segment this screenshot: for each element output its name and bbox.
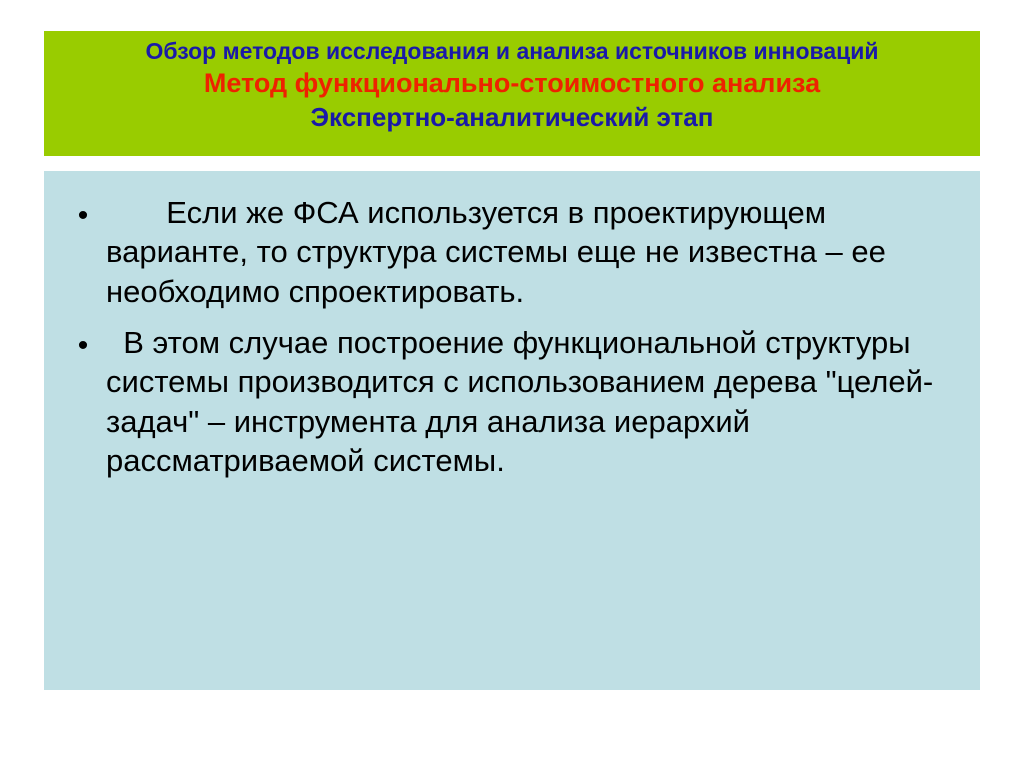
bullet-text: Если же ФСА используется в проектирующем варианте, то структура системы еще не известна – ее необходимо спроектировать.: [106, 195, 895, 309]
list-item: [60, 193, 950, 311]
list-item: [60, 323, 950, 480]
bullet-text: В этом случае построение функциональной структуры системы производится с использованием дерева "целей-задач" – инструмента для анализа иерархий рассматриваемой системы.: [106, 325, 934, 479]
bullet-marker-icon: •: [77, 199, 89, 232]
slide-content-band: [44, 171, 980, 690]
slide-title-line-1: Обзор методов исследования и анализа источников инноваций: [145, 38, 879, 64]
bullet-marker-icon: •: [77, 329, 89, 363]
slide-header-band: [44, 31, 980, 156]
slide-title-line-2: Метод функционально-стоимостного анализа: [203, 68, 821, 99]
slide-title-line-3: Экспертно-аналитический этап: [310, 101, 714, 132]
